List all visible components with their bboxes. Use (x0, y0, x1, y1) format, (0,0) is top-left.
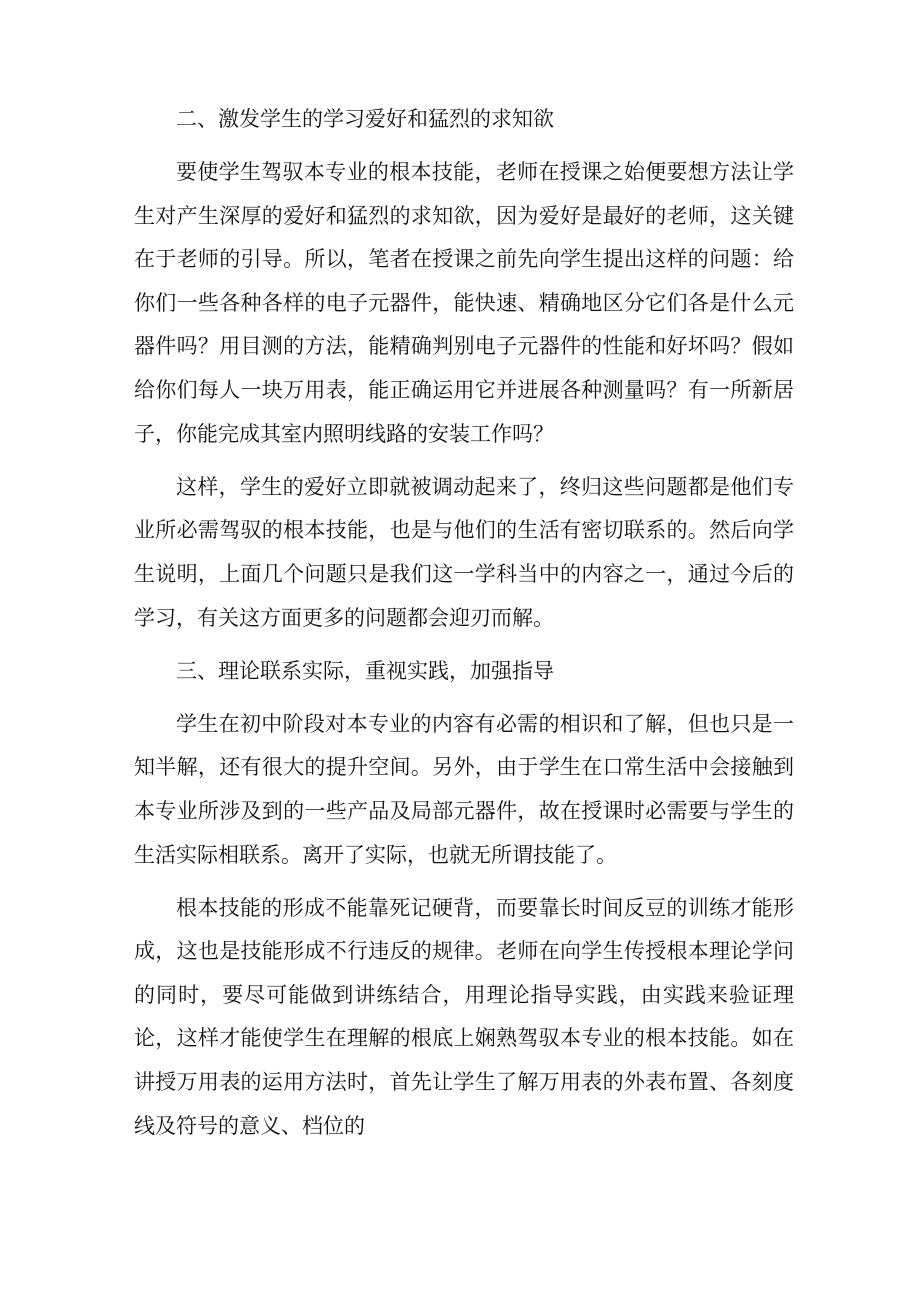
body-paragraph-2: 这样，学生的爱好立即就被调动起来了，终归这些问题都是他们专业所必需驾驭的根本技能，也是与他们的生活有密切联系的。然后向学生说明，上面几个问题只是我们这一学科当中的内容之一，通过今后的学习，有关这方面更多的问题都会迎刃而解。 (134, 474, 794, 630)
document-body (134, 98, 794, 1158)
body-paragraph-3: 学生在初中阶段对本专业的内容有必需的相识和了解，但也只是一知半解，还有很大的提升空间。另外，由于学生在口常生活中会接触到本专业所涉及到的一些产品及局部元器件，故在授课时必需要与学生的生活实际相联系。离开了实际，也就无所谓技能了。 (134, 711, 794, 867)
section-heading-2: 二、激发学生的学习爱好和猛烈的求知欲 (176, 107, 554, 131)
body-paragraph-1: 要使学生驾驭本专业的根本技能，老师在授课之始便要想方法让学生对产生深厚的爱好和猛烈的求知欲，因为爱好是最好的老师，这关键在于老师的引导。所以，笔者在授课之前先向学生提出这样的问题：给你们一些各种各样的电子元器件，能快速、精确地区分它们各是什么元器件吗？用目测的方法，能精确判别电子元器件的性能和好坏吗？假如给你们每人一块万用表，能正确运用它并进展各种测量吗？有一所新居子，你能完成其室内照明线路的安装工作吗？ (134, 160, 794, 446)
body-paragraph-4: 根本技能的形成不能靠死记硬背，而要靠长时间反豆的训练才能形成，这也是技能形成不行违反的规律。老师在向学生传授根本理论学问的同时，要尽可能做到讲练结合，用理论指导实践，由实践来验证理论，这样才能使学生在理解的根底上娴熟驾驭本专业的根本技能。如在讲授万用表的运用方法时，首先让学生了解万用表的外表布置、各刻度线及符号的意义、档位的 (134, 895, 794, 1138)
section-heading-3: 三、理论联系实际，重视实践，加强指导 (176, 658, 554, 683)
